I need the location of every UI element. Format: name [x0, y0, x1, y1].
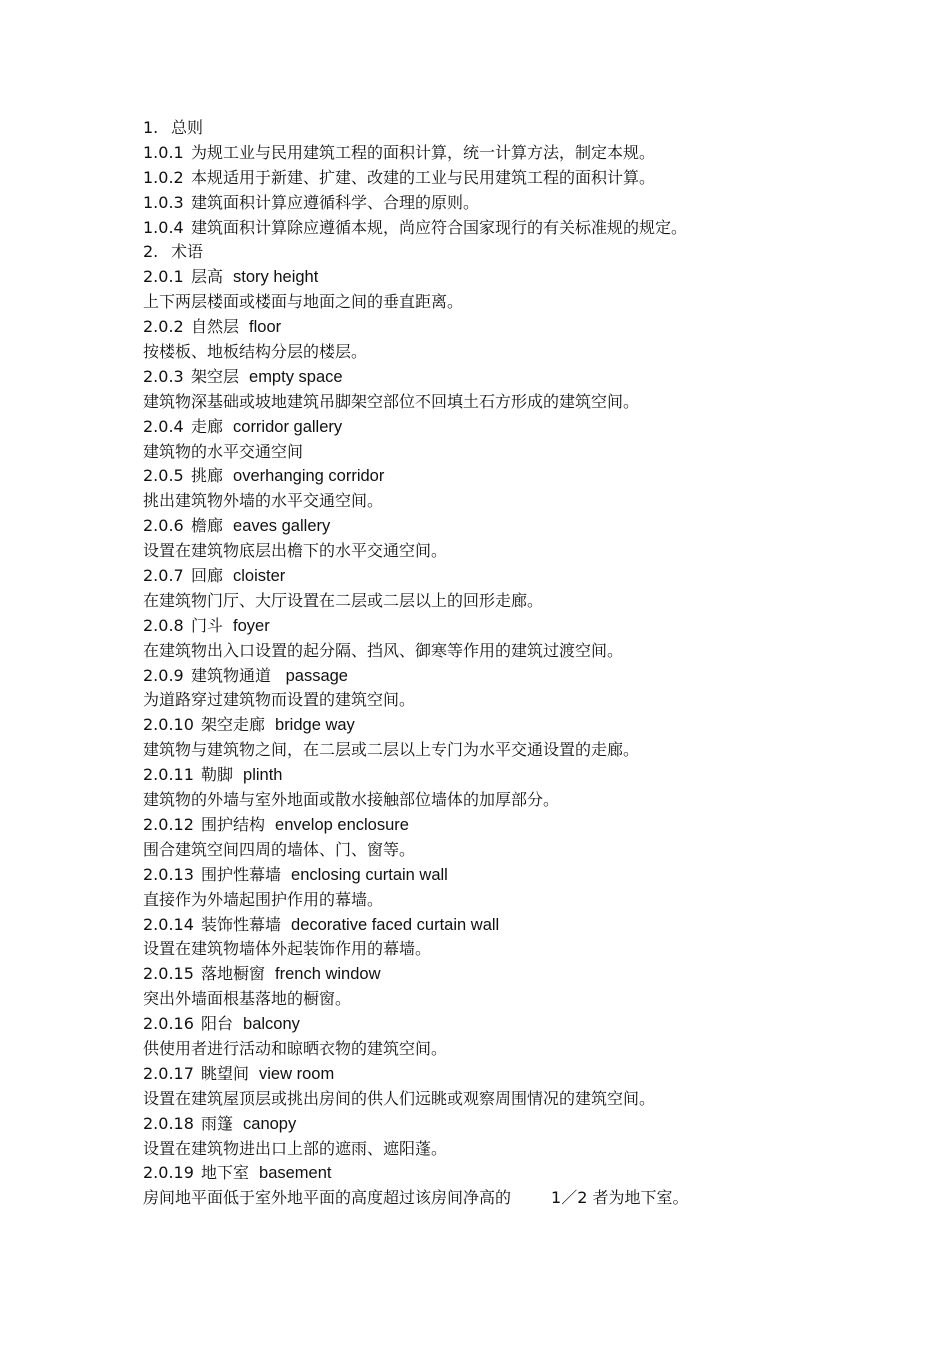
term-english: view room [259, 1064, 335, 1083]
term-english: foyer [233, 616, 270, 635]
definition-text: 直接作为外墙起围护作用的幕墙。 [143, 889, 384, 909]
term-chinese: 建筑物通道 [191, 665, 272, 685]
term-chinese: 挑廊 [191, 466, 224, 486]
definition-text: 突出外墙面根基落地的橱窗。 [143, 989, 352, 1009]
definition-text: 按楼板、地板结构分层的楼层。 [143, 342, 368, 362]
definition-text: 为道路穿过建筑物而设置的建筑空间。 [143, 690, 416, 710]
clause-heading [143, 913, 903, 938]
term-english: envelop enclosure [275, 815, 409, 834]
term-english: passage [281, 666, 348, 685]
clause-heading [143, 863, 903, 888]
clause-number: 1.0.2 [143, 167, 184, 187]
clause-heading [143, 962, 903, 987]
definition-text: 设置在建筑物进出口上部的遮雨、遮阳蓬。 [143, 1138, 448, 1158]
clause-number: 2.0.14 [143, 914, 194, 934]
clause-heading [143, 464, 903, 489]
clause-heading [143, 415, 903, 440]
term-english: cloister [233, 567, 286, 586]
clause-heading [143, 514, 903, 539]
clause-heading [143, 1012, 903, 1037]
clause-number: 2.0.3 [143, 366, 184, 386]
clause-number: 2.0.10 [143, 715, 194, 735]
clause-text: 本规适用于新建、扩建、改建的工业与民用建筑工程的面积计算。 [191, 167, 656, 187]
clause-heading [143, 216, 903, 241]
definition-text: 建筑物的外墙与室外地面或散水接触部位墙体的加厚部分。 [143, 790, 560, 810]
term-english: basement [259, 1164, 332, 1183]
clause-heading [143, 813, 903, 838]
term-chinese: 架空走廊 [201, 715, 266, 735]
clause-text: 为规工业与民用建筑工程的面积计算，统一计算方法，制定本规。 [191, 142, 656, 162]
term-chinese: 落地橱窗 [201, 964, 266, 984]
line-text: 房间地平面低于室外地平面的高度超过该房间净高的 [143, 1188, 512, 1208]
term-chinese: 架空层 [191, 366, 240, 386]
clause-heading [143, 191, 903, 216]
term-english: floor [249, 318, 282, 337]
term-chinese: 围护性幕墙 [201, 864, 282, 884]
term-chinese: 眺望间 [201, 1063, 250, 1083]
definition-text: 建筑物深基础或坡地建筑吊脚架空部位不回填土石方形成的建筑空间。 [143, 391, 640, 411]
clause-number: 2.0.17 [143, 1063, 194, 1083]
definition-text: 挑出建筑物外墙的水平交通空间。 [143, 491, 384, 511]
term-english: bridge way [275, 716, 355, 735]
term-chinese: 阳台 [201, 1014, 234, 1034]
clause-text: 建筑面积计算除应遵循本规，尚应符合国家现行的有关标准规的规定。 [191, 217, 688, 237]
clause-heading [143, 166, 903, 191]
term-english: balcony [243, 1015, 300, 1034]
clause-number: 2. [143, 242, 159, 262]
term-chinese: 自然层 [191, 317, 240, 337]
term-english: enclosing curtain wall [291, 865, 448, 884]
clause-number: 1.0.4 [143, 217, 184, 237]
term-chinese: 术语 [171, 242, 204, 262]
document-body [143, 116, 903, 1186]
clause-number: 2.0.19 [143, 1163, 194, 1183]
clause-number: 2.0.1 [143, 267, 184, 287]
definition-text: 上下两层楼面或楼面与地面之间的垂直距离。 [143, 292, 464, 312]
term-english: eaves gallery [233, 517, 331, 536]
term-chinese: 装饰性幕墙 [201, 914, 282, 934]
clause-heading [143, 1161, 903, 1186]
clause-number: 2.0.15 [143, 964, 194, 984]
term-chinese: 檐廊 [191, 516, 224, 536]
definition-text: 建筑物与建筑物之间，在二层或二层以上专门为水平交通设置的走廊。 [143, 740, 640, 760]
line-text-fraction: 1／2 者为地下室。 [551, 1188, 689, 1208]
clause-heading [143, 116, 903, 141]
term-english: corridor gallery [233, 417, 343, 436]
clause-number: 2.0.6 [143, 516, 184, 536]
term-chinese: 勒脚 [201, 765, 234, 785]
definition-text: 围合建筑空间四周的墙体、门、窗等。 [143, 839, 416, 859]
definition-text: 在建筑物门厅、大厅设置在二层或二层以上的回形走廊。 [143, 590, 544, 610]
clause-number: 2.0.11 [143, 765, 194, 785]
clause-number: 2.0.13 [143, 864, 194, 884]
term-chinese: 雨篷 [201, 1113, 234, 1133]
clause-heading [143, 763, 903, 788]
clause-heading [143, 614, 903, 639]
term-english: french window [275, 965, 381, 984]
clause-number: 1.0.1 [143, 142, 184, 162]
clause-heading [143, 265, 903, 290]
term-chinese: 层高 [191, 267, 224, 287]
clause-heading [143, 240, 903, 265]
clause-text: 建筑面积计算应遵循科学、合理的原则。 [191, 192, 480, 212]
term-chinese: 地下室 [201, 1163, 250, 1183]
clause-number: 1. [143, 118, 159, 137]
term-chinese: 总则 [171, 118, 204, 137]
clause-number: 2.0.8 [143, 615, 184, 635]
definition-text: 供使用者进行活动和晾晒衣物的建筑空间。 [143, 1038, 448, 1058]
clause-number: 2.0.12 [143, 814, 194, 834]
term-english: decorative faced curtain wall [291, 915, 500, 934]
term-chinese: 走廊 [191, 416, 224, 436]
clause-heading [143, 315, 903, 340]
clause-number: 1.0.3 [143, 192, 184, 212]
term-english: canopy [243, 1114, 297, 1133]
clause-number: 2.0.16 [143, 1014, 194, 1034]
clause-number: 2.0.9 [143, 665, 184, 685]
clause-heading [143, 1062, 903, 1087]
definition-text: 在建筑物出入口设置的起分隔、挡风、御寒等作用的建筑过渡空间。 [143, 640, 624, 660]
term-english: story height [233, 268, 319, 287]
clause-number: 2.0.18 [143, 1113, 194, 1133]
term-english: empty space [249, 367, 343, 386]
clause-heading [143, 564, 903, 589]
definition-text: 设置在建筑屋顶层或挑出房间的供人们远眺或观察周围情况的建筑空间。 [143, 1088, 656, 1108]
definition-text: 设置在建筑物墙体外起装饰作用的幕墙。 [143, 939, 432, 959]
clause-number: 2.0.7 [143, 566, 184, 586]
clause-number: 2.0.5 [143, 466, 184, 486]
term-chinese: 回廊 [191, 566, 224, 586]
term-english: overhanging corridor [233, 467, 385, 486]
clause-heading [143, 365, 903, 390]
clause-heading [143, 713, 903, 738]
term-chinese: 围护结构 [201, 814, 266, 834]
clause-number: 2.0.4 [143, 416, 184, 436]
text-line [143, 1186, 903, 1211]
clause-number: 2.0.2 [143, 317, 184, 337]
definition-text: 建筑物的水平交通空间 [143, 441, 304, 461]
clause-heading [143, 141, 903, 166]
term-english: plinth [243, 766, 283, 785]
clause-heading [143, 664, 903, 689]
document-page [143, 116, 903, 1211]
term-chinese: 门斗 [191, 615, 224, 635]
clause-heading [143, 1112, 903, 1137]
definition-text: 设置在建筑物底层出檐下的水平交通空间。 [143, 541, 448, 561]
